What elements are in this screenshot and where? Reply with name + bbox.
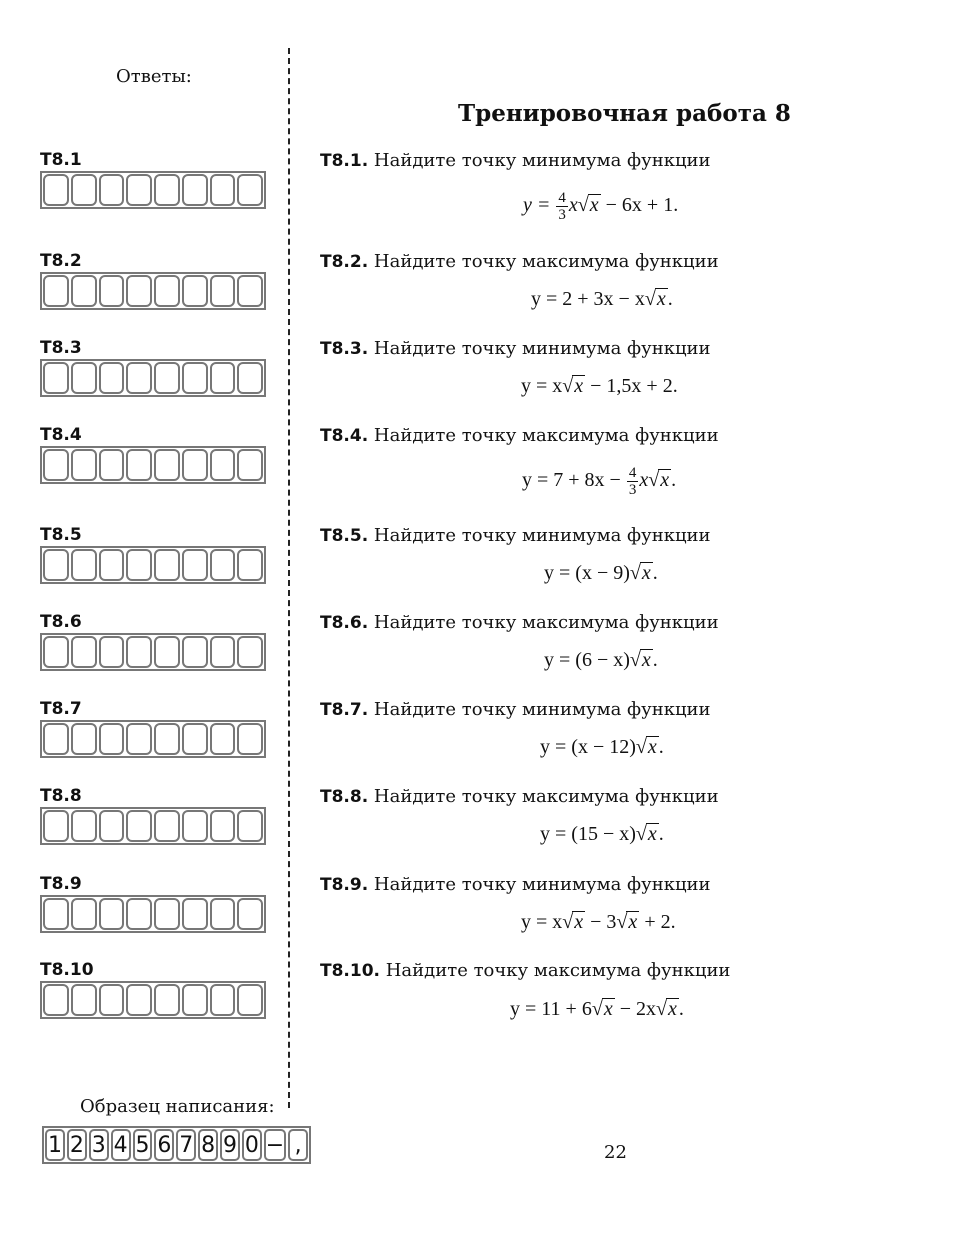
task-t8-9	[320, 874, 711, 895]
sample-label: Образец написания:	[80, 1096, 275, 1117]
task-text: Найдите точку максимума функции	[373, 612, 719, 633]
answer-boxes-t8-8[interactable]	[40, 807, 266, 845]
answer-boxes-t8-7[interactable]	[40, 720, 266, 758]
task-number: T8.7.	[320, 700, 369, 720]
task-text: Найдите точку максимума функции	[373, 786, 719, 807]
sample-char: 6	[154, 1129, 174, 1161]
answer-boxes-t8-9[interactable]	[40, 895, 266, 933]
task-number: T8.8.	[320, 787, 369, 807]
answer-boxes-t8-10[interactable]	[40, 981, 266, 1019]
answer-boxes-t8-4[interactable]	[40, 446, 266, 484]
answer-label-t8-6: T8.6	[40, 612, 82, 632]
task-t8-5	[320, 525, 711, 546]
answer-label-t8-1: T8.1	[40, 150, 82, 170]
task-t8-10	[320, 960, 730, 981]
sample-char: 8	[198, 1129, 218, 1161]
task-t8-4	[320, 425, 719, 446]
answer-label-t8-7: T8.7	[40, 699, 82, 719]
answer-label-t8-8: T8.8	[40, 786, 82, 806]
task-t8-7	[320, 699, 711, 720]
formula-t8-7: y = (x − 12)√x .	[540, 736, 664, 758]
answer-boxes-t8-6[interactable]	[40, 633, 266, 671]
answer-boxes-t8-3[interactable]	[40, 359, 266, 397]
task-number: T8.4.	[320, 426, 369, 446]
answer-label-t8-9: T8.9	[40, 874, 82, 894]
answers-label: Ответы:	[116, 66, 192, 87]
answer-label-t8-10: T8.10	[40, 960, 94, 980]
task-text: Найдите точку минимума функции	[373, 150, 711, 171]
task-text: Найдите точку минимума функции	[373, 699, 711, 720]
sample-char: 2	[67, 1129, 87, 1161]
sample-char: 4	[111, 1129, 131, 1161]
task-text: Найдите точку максимума функции	[373, 251, 719, 272]
task-text: Найдите точку максимума функции	[385, 960, 731, 981]
task-number: T8.5.	[320, 526, 369, 546]
task-t8-6	[320, 612, 719, 633]
task-t8-1	[320, 150, 711, 171]
task-number: T8.2.	[320, 252, 369, 272]
sample-char: ,	[288, 1129, 308, 1161]
task-number: T8.10.	[320, 961, 380, 981]
answer-label-t8-4: T8.4	[40, 425, 82, 445]
answer-boxes-t8-5[interactable]	[40, 546, 266, 584]
page-number: 22	[604, 1142, 627, 1163]
sample-writing	[42, 1126, 311, 1164]
task-number: T8.3.	[320, 339, 369, 359]
task-text: Найдите точку минимума функции	[373, 338, 711, 359]
sample-char: 7	[176, 1129, 196, 1161]
sample-char: 9	[220, 1129, 240, 1161]
sample-char: −	[264, 1129, 286, 1161]
answer-label-t8-5: T8.5	[40, 525, 82, 545]
answer-boxes-t8-1[interactable]	[40, 171, 266, 209]
task-text: Найдите точку минимума функции	[373, 874, 711, 895]
page-title: Тренировочная работа 8	[458, 100, 791, 127]
formula-t8-3: y = x√x − 1,5x + 2.	[521, 375, 678, 397]
dashed-divider	[288, 48, 290, 1108]
sample-char: 0	[242, 1129, 262, 1161]
task-text: Найдите точку минимума функции	[373, 525, 711, 546]
sample-char: 3	[89, 1129, 109, 1161]
task-number: T8.9.	[320, 875, 369, 895]
sample-char: 1	[45, 1129, 65, 1161]
task-number: T8.1.	[320, 151, 369, 171]
task-text: Найдите точку максимума функции	[373, 425, 719, 446]
sample-char: 5	[133, 1129, 153, 1161]
task-number: T8.6.	[320, 613, 369, 633]
task-t8-2	[320, 251, 719, 272]
formula-t8-5: y = (x − 9)√x .	[544, 562, 658, 584]
formula-t8-10: y = 11 + 6√x − 2x√x .	[510, 998, 684, 1020]
task-t8-3	[320, 338, 711, 359]
task-t8-8	[320, 786, 719, 807]
formula-t8-8: y = (15 − x)√x .	[540, 823, 664, 845]
answer-label-t8-3: T8.3	[40, 338, 82, 358]
formula-t8-9: y = x√x − 3√x + 2.	[521, 911, 676, 933]
answer-label-t8-2: T8.2	[40, 251, 82, 271]
answer-boxes-t8-2[interactable]	[40, 272, 266, 310]
formula-t8-6: y = (6 − x)√x .	[544, 649, 658, 671]
formula-t8-4: y = 7 + 8x − $\frac{4}{3}$ x√x .	[522, 465, 677, 498]
formula-t8-2: y = 2 + 3x − x√x .	[531, 288, 673, 310]
formula-t8-1: y = $\frac{4}{3}$ x√x − 6x + 1.	[523, 190, 679, 223]
